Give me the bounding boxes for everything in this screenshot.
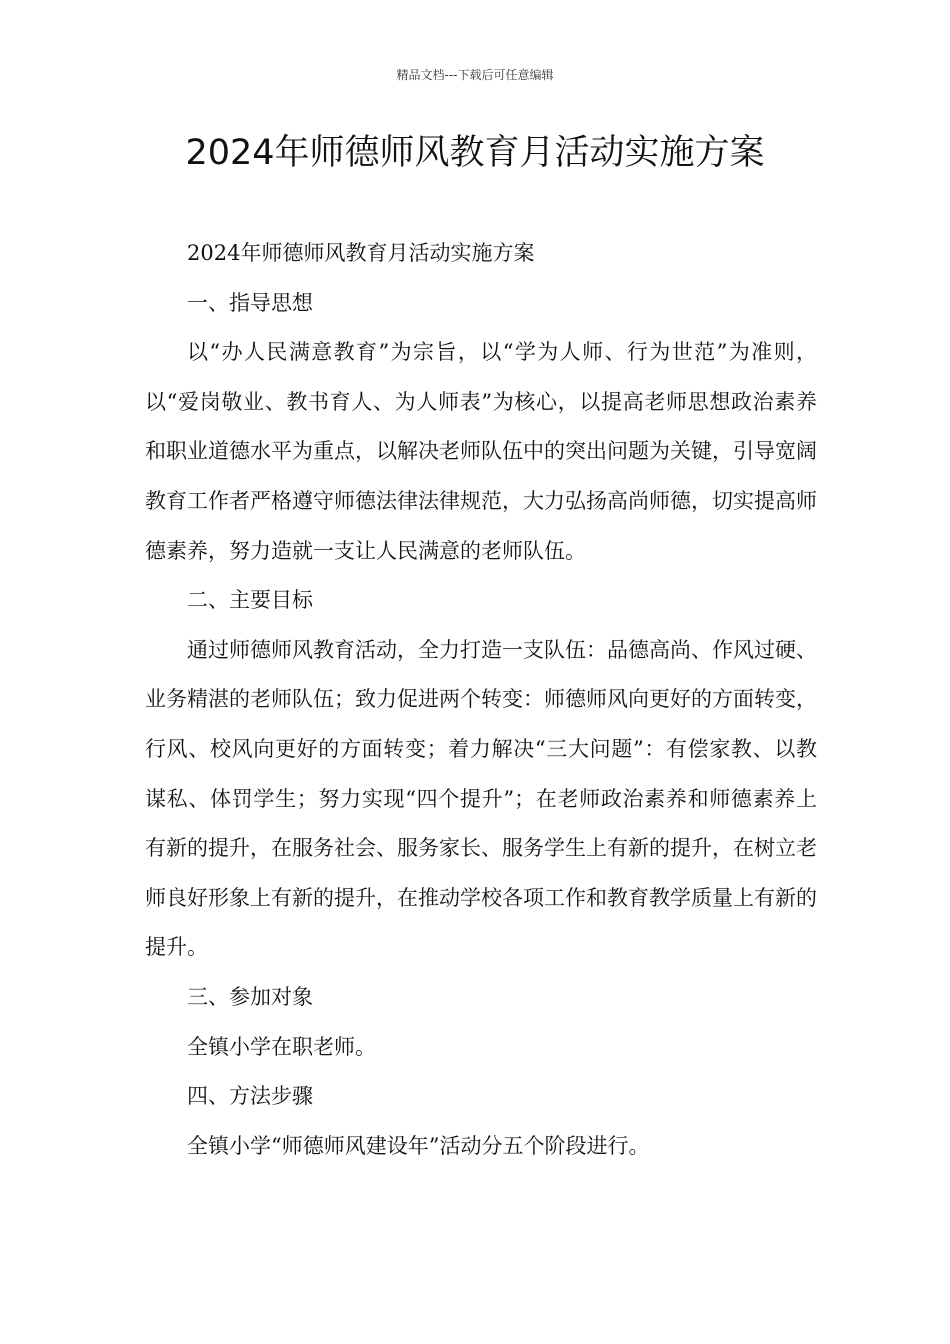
paragraph-method-steps: 全镇小学“师德师风建设年”活动分五个阶段进行。 xyxy=(187,1133,650,1158)
paragraph-guiding-ideology: 以“办人民满意教育”为宗旨，以“学为人师、行为世范”为准则，以“爱岗敬业、教书育人、为人师表”为核心，以提高老师思想政治素养和职业道德水平为重点，以解决老师队伍中的突出问题为关键，引导宽阔教育工作者严格遵守师德法律法律规范，大力弘扬高尚师德，切实提高师德素养，努力造就一支让人民满意的老师队伍。 xyxy=(145,340,817,563)
section-heading-main-goals: 二、主要目标 xyxy=(187,588,313,613)
section-heading-participants: 三、参加对象 xyxy=(187,984,313,1009)
paragraph-participants: 全镇小学在职老师。 xyxy=(187,1034,376,1059)
document-title: 2024年师德师风教育月活动实施方案 xyxy=(185,133,765,173)
paragraph-main-goals: 通过师德师风教育活动，全力打造一支队伍：品德高尚、作风过硬、业务精湛的老师队伍；致力促进两个转变：师德师风向更好的方面转变，行风、校风向更好的方面转变；着力解决“三大问题”：有偿家教、以教谋私、体罚学生；努力实现“四个提升”；在老师政治素养和师德素养上有新的提升，在服务社会、服务家长、服务学生上有新的提升，在树立老师良好形象上有新的提升，在推动学校各项工作和教育教学质量上有新的提升。 xyxy=(145,637,817,960)
section-heading-method-steps: 四、方法步骤 xyxy=(187,1084,313,1109)
section-heading-guiding-ideology: 一、指导思想 xyxy=(187,290,313,315)
document-body xyxy=(145,229,817,1171)
subtitle-paragraph: 2024年师德师风教育月活动实施方案 xyxy=(187,241,535,265)
header-note: 精品文档---下载后可任意编辑 xyxy=(396,68,554,82)
